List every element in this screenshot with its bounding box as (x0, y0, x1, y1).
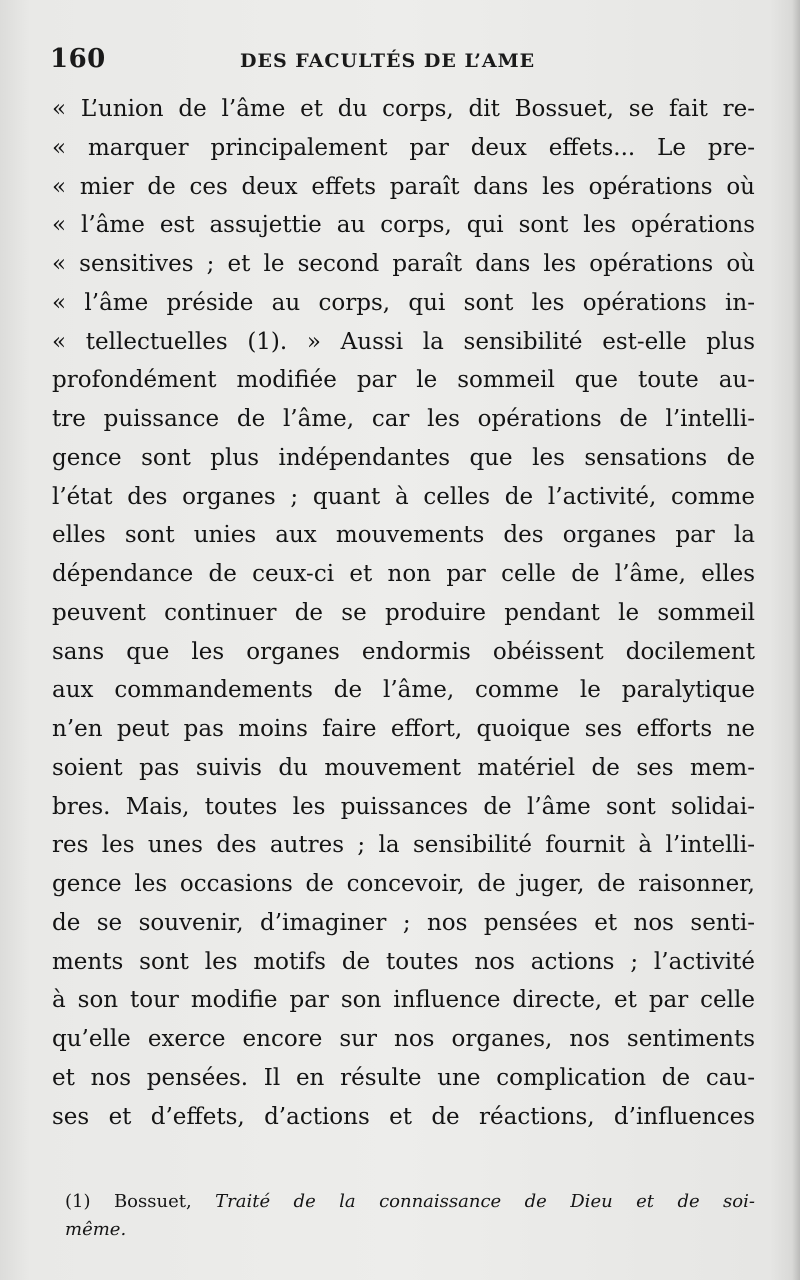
text-line: n’en peut pas moins faire effort, quoique ses efforts ne (52, 716, 755, 742)
footnote-line (65, 1188, 755, 1216)
footnote-marker: (1) (65, 1191, 91, 1212)
page-header (50, 44, 755, 84)
text-line: sans que les organes endormis obéissent docilement (52, 638, 755, 665)
text-line: res les unes des autres ; la sensibilité fournit à l’intelli- (52, 832, 755, 859)
text-line: ses et d’effets, d’actions et de réactions, d’influences (52, 1103, 755, 1130)
text-line: soient pas suivis du mouvement matériel de ses mem- (52, 754, 755, 781)
text-line: dépendance de ceux-ci et non par celle de l’âme, elles (52, 561, 755, 587)
page-edge-shadow (792, 0, 800, 1280)
text-line: bres. Mais, toutes les puissances de l’âme sont solidai- (52, 793, 755, 820)
text-line: à son tour modifie par son influence directe, et par celle (52, 987, 755, 1014)
text-line: elles sont unies aux mouvements des organes par la (52, 522, 755, 549)
text-line: « tellectuelles (1). » Aussi la sensibilité est-elle plus (52, 328, 755, 355)
footnote-title-continued: même. (65, 1219, 127, 1240)
text-line: de se souvenir, d’imaginer ; nos pensées et nos senti- (52, 909, 755, 936)
running-title: DES FACULTÉS DE L’AME (240, 50, 536, 72)
footnote-author: Bossuet, (113, 1191, 192, 1212)
text-line: gence sont plus indépendantes que les sensations de (52, 444, 755, 471)
body-text (52, 90, 755, 1136)
text-line: gence les occasions de concevoir, de juger, de raisonner, (52, 871, 755, 897)
text-line: qu’elle exerce encore sur nos organes, nos sentiments (52, 1026, 755, 1052)
footnote (65, 1188, 755, 1244)
text-line: tre puissance de l’âme, car les opérations de l’intelli- (52, 406, 755, 432)
text-line: « sensitives ; et le second paraît dans les opérations où (52, 251, 755, 277)
footnote-line (65, 1216, 755, 1244)
text-line: et nos pensées. Il en résulte une complication de cau- (52, 1064, 755, 1091)
text-line: peuvent continuer de se produire pendant le sommeil (52, 599, 755, 626)
text-line: ments sont les motifs de toutes nos actions ; l’activité (52, 948, 755, 975)
text-line: aux commandements de l’âme, comme le paralytique (52, 677, 755, 704)
text-line: « l’âme préside au corps, qui sont les opérations in- (52, 289, 755, 316)
text-line: l’état des organes ; quant à celles de l’activité, comme (52, 483, 755, 510)
footnote-title: Traité de la connaissance de Dieu et de soi- (215, 1191, 755, 1212)
text-line: « l’âme est assujettie au corps, qui sont les opérations (52, 212, 755, 239)
text-line: « mier de ces deux effets paraît dans les opérations où (52, 173, 755, 200)
text-line: « L’union de l’âme et du corps, dit Bossuet, se fait re- (52, 96, 755, 122)
text-line: profondément modifiée par le sommeil que toute au- (52, 367, 755, 394)
page-number: 160 (50, 44, 106, 74)
text-line: « marquer principalement par deux effets... Le pre- (52, 134, 755, 161)
